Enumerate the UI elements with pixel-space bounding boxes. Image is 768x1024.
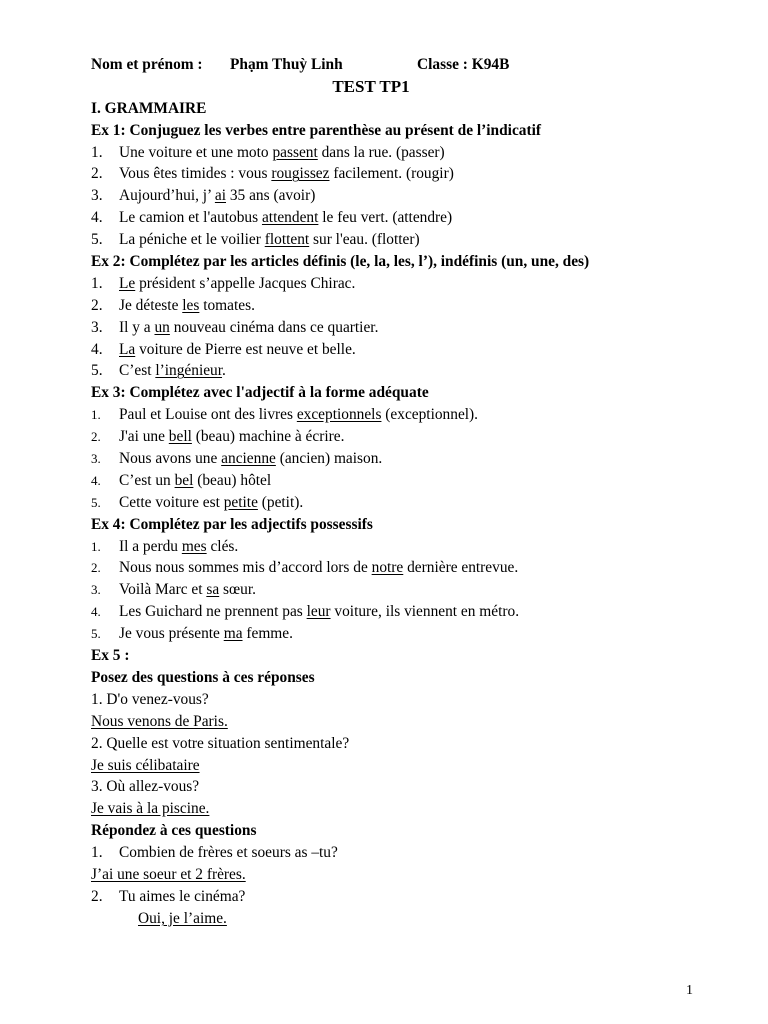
item-answer: La	[119, 340, 136, 358]
item-answer: leur	[306, 603, 331, 621]
ex5-answer-line	[91, 798, 691, 820]
name-label: Nom et prénom :	[91, 56, 203, 73]
item-text-before: Nous nous sommes mis d’accord lors de	[119, 559, 372, 577]
item-text-before: Une voiture et une moto	[119, 143, 273, 161]
item-text-before: C’est	[119, 362, 156, 380]
ex5-part2-question-line	[91, 886, 691, 908]
item-text-before: Il y a	[119, 318, 155, 336]
item-text-after: 35 ans (avoir)	[226, 187, 316, 205]
item-text-before: Vous êtes timides : vous	[119, 165, 272, 183]
item-text-before: C’est un	[119, 471, 175, 489]
item-answer: notre	[371, 559, 404, 577]
item-text-after: sœur.	[219, 581, 256, 599]
item-number: 4.	[91, 472, 101, 488]
item-number: 3.	[91, 451, 101, 467]
item-text-after: nouveau cinéma dans ce quartier.	[169, 318, 379, 336]
ex1-list	[91, 142, 691, 251]
item-answer: un	[154, 318, 170, 336]
name-value: Phạm Thuỳ Linh	[230, 56, 343, 73]
item-answer: ancienne	[221, 450, 276, 468]
ex3-item	[91, 470, 691, 492]
ex4-title: Ex 4: Complétez par les adjectifs possessifs	[91, 515, 373, 533]
item-text-before: Voilà Marc et	[119, 581, 207, 599]
page-title: TEST TP1	[332, 76, 410, 96]
ex1-item	[91, 142, 691, 164]
ex3-list	[91, 404, 691, 513]
item-text-after: voiture de Pierre est neuve et belle.	[135, 340, 356, 358]
item-text-before: J'ai une	[119, 428, 169, 446]
item-text-before: Les Guichard ne prennent pas	[119, 603, 307, 621]
item-answer: rougissez	[271, 165, 330, 183]
ex5-question: 2. Quelle est votre situation sentimentale?	[91, 734, 350, 752]
item-text-after: (beau) machine à écrire.	[191, 428, 345, 446]
page-number: 1	[686, 983, 693, 998]
item-number: 4.	[91, 340, 103, 358]
ex2-item	[91, 295, 691, 317]
ex4-item	[91, 557, 691, 579]
item-number: 1.	[91, 844, 103, 862]
item-number: 4.	[91, 209, 103, 227]
ex1-item	[91, 207, 691, 229]
item-number: 5.	[91, 626, 101, 642]
item-text-after: sur l'eau. (flotter)	[309, 231, 420, 249]
item-number: 4.	[91, 604, 101, 620]
ex5-part2-question: Combien de frères et soeurs as –tu?	[119, 844, 338, 862]
ex3-title: Ex 3: Complétez avec l'adjectif à la forme adéquate	[91, 384, 429, 402]
ex4-list	[91, 536, 691, 645]
ex3-item	[91, 404, 691, 426]
ex2-item	[91, 317, 691, 339]
ex1-item	[91, 185, 691, 207]
item-number: 1.	[91, 538, 101, 554]
section-heading: I. GRAMMAIRE	[91, 99, 207, 117]
ex5-part2-answer-line	[91, 864, 691, 886]
item-text-after: facilement. (rougir)	[329, 165, 454, 183]
item-text-before: Aujourd’hui, j’	[119, 187, 215, 205]
item-answer: exceptionnels	[296, 406, 382, 424]
ex5-part2-answer: Oui, je l’aime.	[138, 909, 227, 927]
item-text-after: tomates.	[199, 296, 255, 314]
item-text-before: Nous avons une	[119, 450, 222, 468]
item-answer: bell	[168, 428, 192, 446]
item-text-after: (beau) hôtel	[193, 471, 272, 489]
item-text-before: La péniche et le voilier	[119, 231, 265, 249]
ex5-answer-line	[91, 755, 691, 777]
item-number: 1.	[91, 143, 103, 161]
item-number: 5.	[91, 231, 103, 249]
ex5-question: 3. Où allez-vous?	[91, 778, 200, 796]
ex5-part1-list	[91, 689, 691, 820]
ex5-part2-question-line	[91, 842, 691, 864]
ex4-item	[91, 623, 691, 645]
item-number: 2.	[91, 429, 101, 445]
ex2-item	[91, 360, 691, 382]
item-answer: bel	[174, 471, 194, 489]
ex2-item	[91, 339, 691, 361]
item-answer: petite	[223, 493, 258, 511]
ex5-part2-answer: J’ai une soeur et 2 frères.	[91, 865, 246, 883]
item-text-after: .	[222, 362, 226, 380]
item-number: 5.	[91, 494, 101, 510]
item-text-before: Cette voiture est	[119, 493, 224, 511]
ex3-item	[91, 492, 691, 514]
ex4-item	[91, 536, 691, 558]
ex2-title: Ex 2: Complétez par les articles définis (le, la, les, l’), indéfinis (un, une, des)	[91, 253, 590, 271]
item-number: 5.	[91, 362, 103, 380]
item-text-after: le feu vert. (attendre)	[318, 209, 453, 227]
item-text-after: (ancien) maison.	[275, 450, 383, 468]
ex5-part2-title: Répondez à ces questions	[91, 822, 257, 840]
item-text-before: Il a perdu	[119, 537, 182, 555]
ex5-part2-answer-line	[91, 908, 691, 930]
item-answer: mes	[181, 537, 207, 555]
ex1-item	[91, 229, 691, 251]
ex5-part2-list	[91, 842, 691, 930]
item-number: 3.	[91, 582, 101, 598]
item-text-before: Le camion et l'autobus	[119, 209, 262, 227]
item-text-after: voiture, ils viennent en métro.	[330, 603, 520, 621]
ex1-title: Ex 1: Conjuguez les verbes entre parenthèse au présent de l’indicatif	[91, 121, 541, 139]
item-text-before: Je vous présente	[119, 625, 224, 643]
item-answer: ai	[214, 187, 226, 205]
item-number: 2.	[91, 296, 103, 314]
document-body	[91, 54, 691, 930]
ex3-item	[91, 448, 691, 470]
item-text-before: Je déteste	[119, 296, 183, 314]
ex5-question: 1. D'o venez-vous?	[91, 690, 209, 708]
class-label: Classe : K94B	[417, 56, 510, 73]
ex5-title: Ex 5 :	[91, 647, 130, 665]
ex5-part2-question: Tu aimes le cinéma?	[119, 887, 246, 905]
item-answer: l’ingénieur	[155, 362, 223, 380]
item-answer: passent	[272, 143, 318, 161]
item-text-after: dans la rue. (passer)	[317, 143, 445, 161]
item-text-after: femme.	[242, 625, 293, 643]
item-number: 3.	[91, 318, 103, 336]
ex4-item	[91, 601, 691, 623]
ex2-item	[91, 273, 691, 295]
item-number: 1.	[91, 407, 101, 423]
item-text-after: (exceptionnel).	[381, 406, 479, 424]
ex5-part1-title: Posez des questions à ces réponses	[91, 668, 315, 686]
item-answer: attendent	[261, 209, 319, 227]
item-text-before: Paul et Louise ont des livres	[119, 406, 297, 424]
ex5-answer-line	[91, 711, 691, 733]
item-text-after: dernière entrevue.	[403, 559, 519, 577]
item-text-after: clés.	[206, 537, 239, 555]
item-text-after: (petit).	[257, 493, 304, 511]
item-answer: flottent	[264, 231, 310, 249]
ex5-answer: Je suis célibataire	[91, 756, 200, 774]
ex4-item	[91, 579, 691, 601]
ex5-answer: Je vais à la piscine.	[91, 800, 210, 818]
item-answer: les	[182, 296, 200, 314]
student-header	[91, 54, 691, 76]
item-number: 1.	[91, 274, 103, 292]
ex2-list	[91, 273, 691, 382]
item-number: 2.	[91, 165, 103, 183]
ex3-item	[91, 426, 691, 448]
item-number: 3.	[91, 187, 103, 205]
ex1-item	[91, 163, 691, 185]
ex5-answer: Nous venons de Paris.	[91, 712, 228, 730]
item-answer: sa	[206, 581, 220, 599]
item-text-after: président s’appelle Jacques Chirac.	[135, 274, 356, 292]
item-answer: ma	[223, 625, 243, 643]
item-number: 2.	[91, 887, 103, 905]
item-number: 2.	[91, 560, 101, 576]
item-answer: Le	[119, 274, 136, 292]
